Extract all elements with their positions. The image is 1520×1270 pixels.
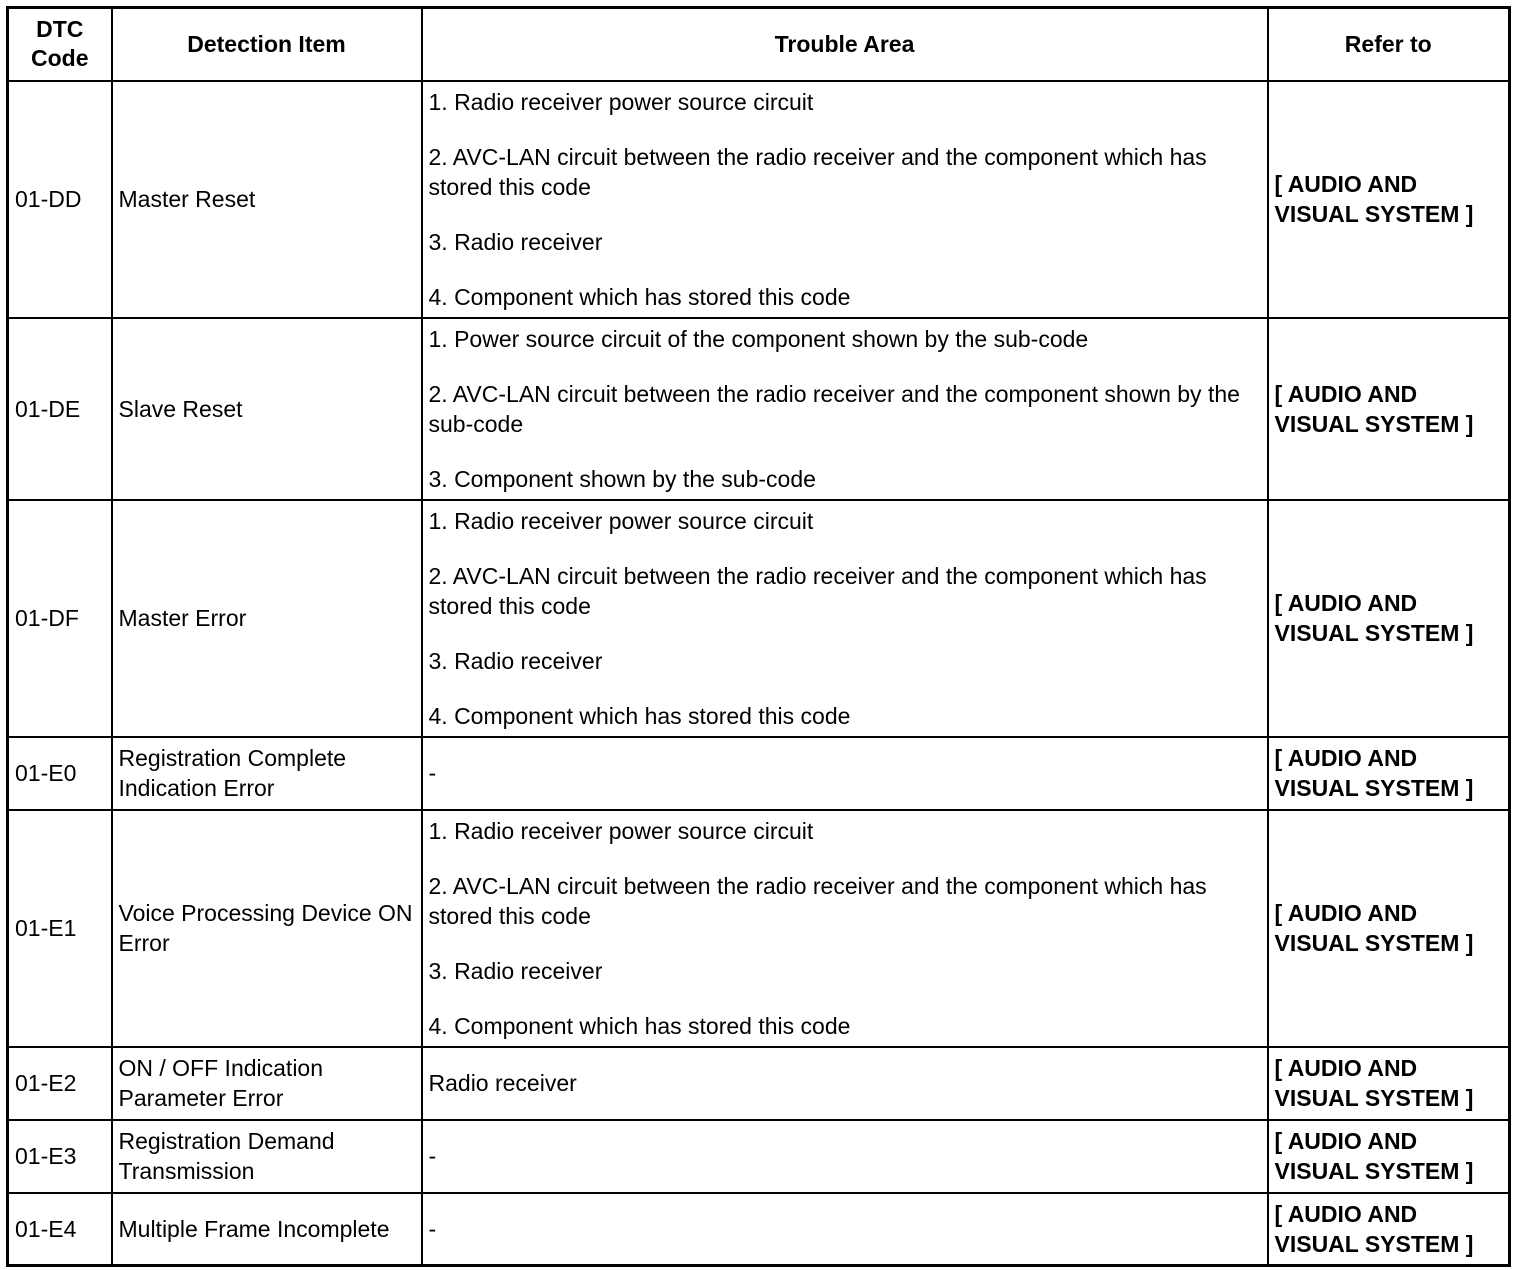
refer-to-link[interactable]: [ AUDIO AND VISUAL SYSTEM ] bbox=[1268, 318, 1510, 500]
table-body bbox=[8, 81, 1510, 1266]
refer-to-link[interactable]: [ AUDIO AND VISUAL SYSTEM ] bbox=[1268, 81, 1510, 318]
trouble-area-line: Radio receiver bbox=[428, 1070, 577, 1096]
dtc-table bbox=[6, 6, 1511, 1267]
trouble-area-line: 1. Radio receiver power source circuit bbox=[428, 507, 814, 534]
detection-item-cell: Multiple Frame Incomplete bbox=[112, 1193, 422, 1266]
header-row bbox=[8, 8, 1510, 81]
detection-item-cell: Registration Demand Transmission bbox=[112, 1120, 422, 1193]
trouble-area-line: - bbox=[428, 760, 437, 786]
trouble-area-line: 2. AVC-LAN circuit between the radio receiver and the component which has stored this code bbox=[428, 143, 1207, 200]
trouble-area-line: 3. Radio receiver bbox=[428, 957, 603, 984]
header-dtc-code: DTC Code bbox=[8, 8, 112, 81]
trouble-area-line: 3. Radio receiver bbox=[428, 647, 603, 674]
dtc-code-cell: 01-E0 bbox=[8, 737, 112, 810]
header-detection-item: Detection Item bbox=[112, 8, 422, 81]
trouble-area-cell bbox=[422, 1193, 1268, 1266]
trouble-area-line: 4. Component which has stored this code bbox=[428, 702, 851, 729]
table-row bbox=[8, 737, 1510, 810]
detection-item-cell: Voice Processing Device ON Error bbox=[112, 810, 422, 1047]
refer-to-link[interactable]: [ AUDIO AND VISUAL SYSTEM ] bbox=[1268, 1193, 1510, 1266]
refer-to-link[interactable]: [ AUDIO AND VISUAL SYSTEM ] bbox=[1268, 1047, 1510, 1120]
refer-to-link[interactable]: [ AUDIO AND VISUAL SYSTEM ] bbox=[1268, 810, 1510, 1047]
dtc-code-cell: 01-E4 bbox=[8, 1193, 112, 1266]
trouble-area-cell bbox=[422, 500, 1268, 737]
dtc-code-cell: 01-E3 bbox=[8, 1120, 112, 1193]
header-refer-to: Refer to bbox=[1268, 8, 1510, 81]
trouble-area-line: 1. Radio receiver power source circuit bbox=[428, 817, 814, 844]
trouble-area-line: 2. AVC-LAN circuit between the radio receiver and the component which has stored this code bbox=[428, 872, 1207, 929]
refer-to-link[interactable]: [ AUDIO AND VISUAL SYSTEM ] bbox=[1268, 1120, 1510, 1193]
trouble-area-cell bbox=[422, 1120, 1268, 1193]
table-row bbox=[8, 318, 1510, 500]
detection-item-cell: ON / OFF Indication Parameter Error bbox=[112, 1047, 422, 1120]
trouble-area-line: 4. Component which has stored this code bbox=[428, 283, 851, 310]
header-trouble-area: Trouble Area bbox=[422, 8, 1268, 81]
detection-item-cell: Slave Reset bbox=[112, 318, 422, 500]
dtc-code-cell: 01-DF bbox=[8, 500, 112, 737]
table-row bbox=[8, 1047, 1510, 1120]
table-row bbox=[8, 1120, 1510, 1193]
table-row bbox=[8, 81, 1510, 318]
table-row bbox=[8, 810, 1510, 1047]
trouble-area-cell bbox=[422, 810, 1268, 1047]
refer-to-link[interactable]: [ AUDIO AND VISUAL SYSTEM ] bbox=[1268, 500, 1510, 737]
trouble-area-line: 3. Radio receiver bbox=[428, 228, 603, 255]
trouble-area-line: 1. Radio receiver power source circuit bbox=[428, 88, 814, 115]
dtc-code-cell: 01-E2 bbox=[8, 1047, 112, 1120]
trouble-area-line: 2. AVC-LAN circuit between the radio receiver and the component shown by the sub-code bbox=[428, 380, 1240, 437]
trouble-area-cell bbox=[422, 81, 1268, 318]
trouble-area-cell bbox=[422, 737, 1268, 810]
trouble-area-line: 1. Power source circuit of the component shown by the sub-code bbox=[428, 325, 1089, 352]
dtc-code-cell: 01-E1 bbox=[8, 810, 112, 1047]
trouble-area-cell bbox=[422, 318, 1268, 500]
trouble-area-line: 4. Component which has stored this code bbox=[428, 1012, 851, 1039]
detection-item-cell: Registration Complete Indication Error bbox=[112, 737, 422, 810]
trouble-area-line: 2. AVC-LAN circuit between the radio receiver and the component which has stored this code bbox=[428, 562, 1207, 619]
table-row bbox=[8, 1193, 1510, 1266]
detection-item-cell: Master Reset bbox=[112, 81, 422, 318]
trouble-area-line: - bbox=[428, 1215, 437, 1242]
trouble-area-cell bbox=[422, 1047, 1268, 1120]
refer-to-link[interactable]: [ AUDIO AND VISUAL SYSTEM ] bbox=[1268, 737, 1510, 810]
dtc-code-cell: 01-DE bbox=[8, 318, 112, 500]
trouble-area-line: 3. Component shown by the sub-code bbox=[428, 465, 816, 492]
table-row bbox=[8, 500, 1510, 737]
dtc-code-cell: 01-DD bbox=[8, 81, 112, 318]
trouble-area-line: - bbox=[428, 1143, 437, 1169]
detection-item-cell: Master Error bbox=[112, 500, 422, 737]
